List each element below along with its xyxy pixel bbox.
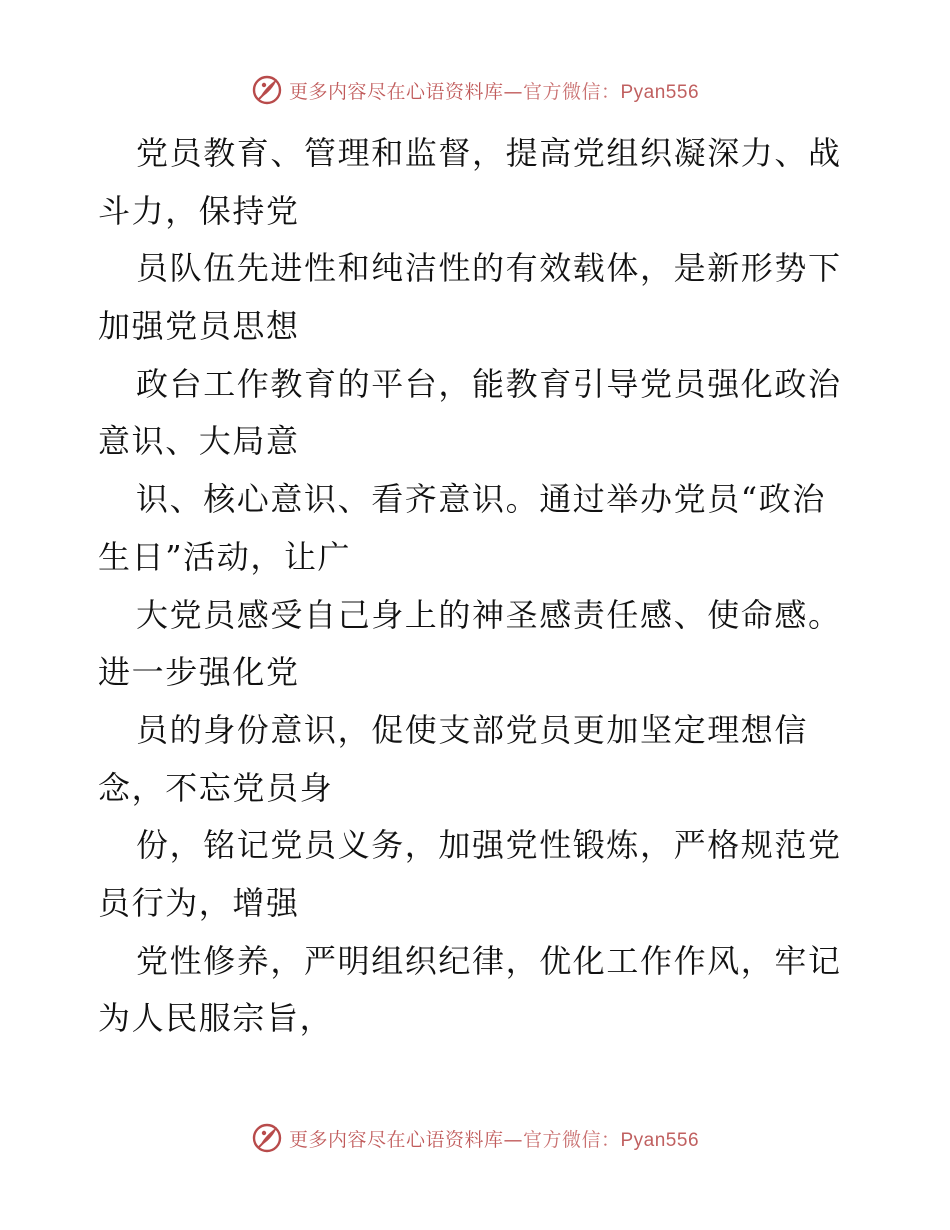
text-line: 识、核心意识、看齐意识。通过举办党员“政治 [136,480,826,519]
wechat-id: Pyan556 [620,81,700,103]
wechat-label: 官方微信： [522,80,621,103]
separator-dash: — [503,1128,523,1151]
body-text [98,125,858,1048]
header-banner-text [289,77,699,104]
footer-banner [0,1118,950,1158]
text-line: 大党员感受自己身上的神圣感责任感、使命感。 [136,595,842,634]
text-line: 员的身份意识，促使支部党员更加坚定理想信 [136,710,809,749]
text-line: 政台工作教育的平台，能教育引导党员强化政治 [136,364,842,403]
text-line: 为人民服宗旨， [98,999,334,1038]
wechat-id: Pyan556 [620,1129,700,1151]
footer-banner-text [289,1125,699,1152]
header-banner [0,70,950,110]
text-line: 份，铭记党员义务，加强党性锻炼，严格规范党 [136,826,842,865]
text-line: 员队伍先进性和纯洁性的有效载体，是新形势下 [136,249,842,288]
text-line: 斗力，保持党 [98,191,300,230]
site-name: 更多内容尽在心语资料库 [288,1128,504,1151]
text-line: 员行为，增强 [98,883,300,922]
separator-dash: — [503,80,523,103]
text-line: 意识、大局意 [98,422,300,461]
text-line: 党员教育、管理和监督，提高党组织凝深力、战 [136,134,842,172]
quill-pen-circle-icon [251,74,283,106]
text-line: 党性修养，严明组织纪律，优化工作作风，牢记 [136,941,842,980]
quill-pen-circle-icon [251,1122,283,1154]
site-name: 更多内容尽在心语资料库 [288,80,504,103]
text-line: 加强党员思想 [98,307,300,346]
text-line: 生日”活动，让广 [98,537,352,576]
text-line: 念，不忘党员身 [98,768,334,807]
text-line: 进一步强化党 [98,653,300,692]
wechat-label: 官方微信： [522,1128,621,1151]
